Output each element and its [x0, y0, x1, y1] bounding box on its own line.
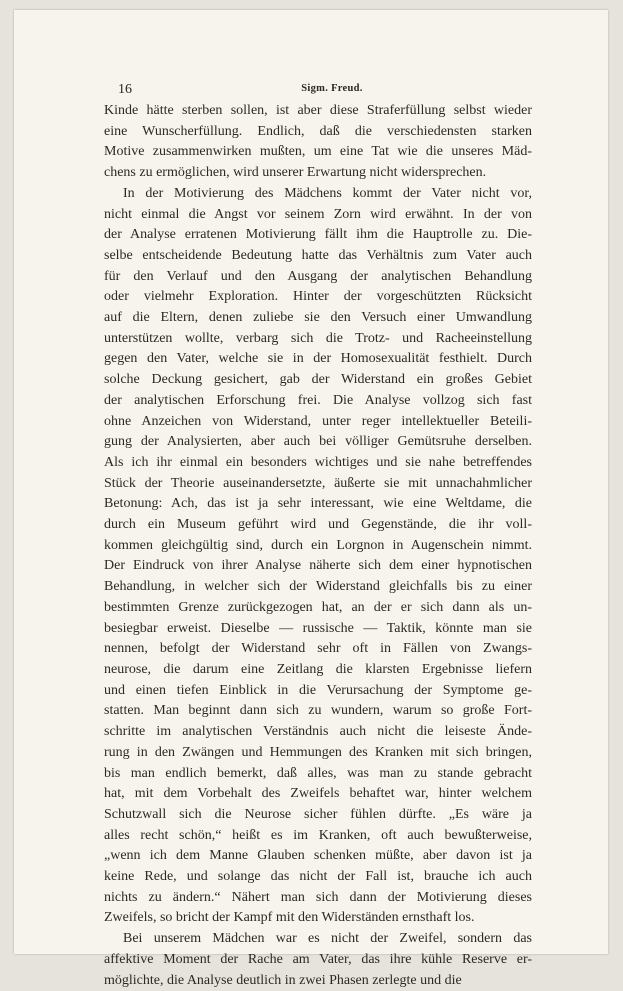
text-line: nicht einmal die Angst vor seinem Zorn wird erwähnt. In der von: [104, 206, 532, 222]
text-line: affektive Moment der Rache am Vater, das ihre kühle Reserve er-: [104, 951, 532, 967]
text-line: gegen den Vater, welche sie in der Homosexualität festhielt. Durch: [104, 351, 532, 367]
text-line: kommen gleichgültig sind, durch ein Lorgnon in Augenschein nimmt.: [104, 537, 532, 553]
text-line: Motive zusammenwirken mußten, um eine Tat wie die unseres Mäd-: [104, 144, 532, 160]
text-line: Als ich ihr einmal ein besonders wichtiges und sie nahe betreffendes: [104, 454, 532, 470]
paragraph: [104, 101, 532, 184]
text-line: nichts zu ändern.“ Nähert man sich dann der Motivierung dieses: [104, 889, 532, 905]
text-line: unterstützen wollte, verbarg sich die Trotz- und Racheeinstellung: [104, 330, 532, 346]
text-line: Betonung: Ach, das ist ja sehr interessant, wie eine Weltdame, die: [104, 496, 532, 512]
text-line: besiegbar erweist. Dieselbe — russische — Taktik, könnte man sie: [104, 620, 532, 636]
text-line: oder vielmehr Exploration. Hinter der vorgeschützten Rücksicht: [104, 289, 532, 305]
text-line: Zweifels, so bricht der Kampf mit den Widerständen ernsthaft los.: [104, 910, 475, 926]
text-line: für den Verlauf und den Ausgang der analytischen Behandlung: [104, 268, 532, 284]
text-line: neurose, die darum eine Zeitlang die klarsten Ergebnisse liefern: [104, 661, 532, 677]
page-number: 16: [118, 82, 132, 97]
text-line: Der Eindruck von ihrer Analyse näherte sich dem einer hypnotischen: [104, 558, 532, 574]
text-line: nennen, befolgt der Widerstand sehr oft in Fällen von Zwangs-: [104, 641, 532, 657]
text-line: rung in den Zwängen und Hemmungen des Kranken mit sich bringen,: [104, 744, 532, 760]
text-line: Bei unserem Mädchen war es nicht der Zweifel, sondern das: [123, 931, 532, 947]
text-line: chens zu ermöglichen, wird unserer Erwartung nicht widersprechen.: [104, 165, 487, 181]
text-line: durch ein Museum geführt wird und Gegenstände, die ihr voll-: [104, 517, 532, 533]
text-line: und einen tiefen Einblick in die Verursachung der Symptome ge-: [104, 682, 532, 698]
paragraph: [104, 184, 532, 929]
page-header: [118, 82, 546, 100]
text-line: Behandlung, in welcher sich der Widerstand gleichfalls bis zu einer: [104, 579, 532, 595]
running-head: Sigm. Freud.: [301, 83, 363, 94]
text-line: der analytischen Erforschung frei. Die Analyse vollzog sich fast: [104, 392, 532, 408]
text-line: bis man endlich bemerkt, daß alles, was man zu stande gebracht: [104, 765, 532, 781]
text-line: keine Rede, und solange das nicht der Fall ist, brauche ich auch: [104, 869, 532, 885]
paragraph: [104, 929, 532, 991]
text-line: statten. Man beginnt dann sich zu wundern, warum so große Fort-: [104, 703, 532, 719]
text-line: eine Wunscherfüllung. Endlich, daß die verschiedensten starken: [104, 123, 532, 139]
text-line: ohne Anzeichen von Widerstand, unter reger intellektueller Beteili-: [104, 413, 532, 429]
text-line: möglichte, die Analyse deutlich in zwei Phasen zerlegte und die: [104, 972, 462, 988]
text-line: Stück der Theorie auseinandersetzte, äußerte sie mit unnachahmlicher: [104, 475, 532, 491]
text-line: alles recht schön,“ heißt es im Kranken, oft auch bewußterweise,: [104, 827, 532, 843]
text-line: bestimmten Grenze zurückgezogen hat, an der er sich dann als un-: [104, 599, 532, 615]
text-line: In der Motivierung des Mädchens kommt der Vater nicht vor,: [123, 185, 532, 201]
text-line: „wenn ich dem Manne Glauben schenken müßte, aber davon ist ja: [104, 848, 532, 864]
text-line: Kinde hätte sterben sollen, ist aber diese Straferfüllung selbst wieder: [104, 103, 532, 118]
text-line: Schutzwall sich die Neurose sicher fühlen dürfte. „Es wäre ja: [104, 806, 532, 822]
text-line: selbe entscheidende Bedeutung hatte das Verhältnis zum Vater auch: [104, 247, 532, 263]
text-line: schritte im analytischen Verständnis auch nicht die leiseste Ände-: [104, 724, 532, 740]
text-line: auf die Eltern, denen zuliebe sie den Versuch einer Umwandlung: [104, 310, 532, 326]
body-text: [104, 101, 532, 991]
text-line: solche Deckung gesichert, gab der Widerstand ein großes Gebiet: [104, 372, 532, 388]
text-line: hat, mit dem Vorbehalt des Zweifels behaftet war, hinter welchem: [104, 786, 532, 802]
text-line: gung der Analysierten, aber auch bei völliger Gemütsruhe derselben.: [104, 434, 532, 450]
text-line: der Analyse erratenen Motivierung fällt ihm die Hauptrolle zu. Die-: [104, 227, 532, 243]
